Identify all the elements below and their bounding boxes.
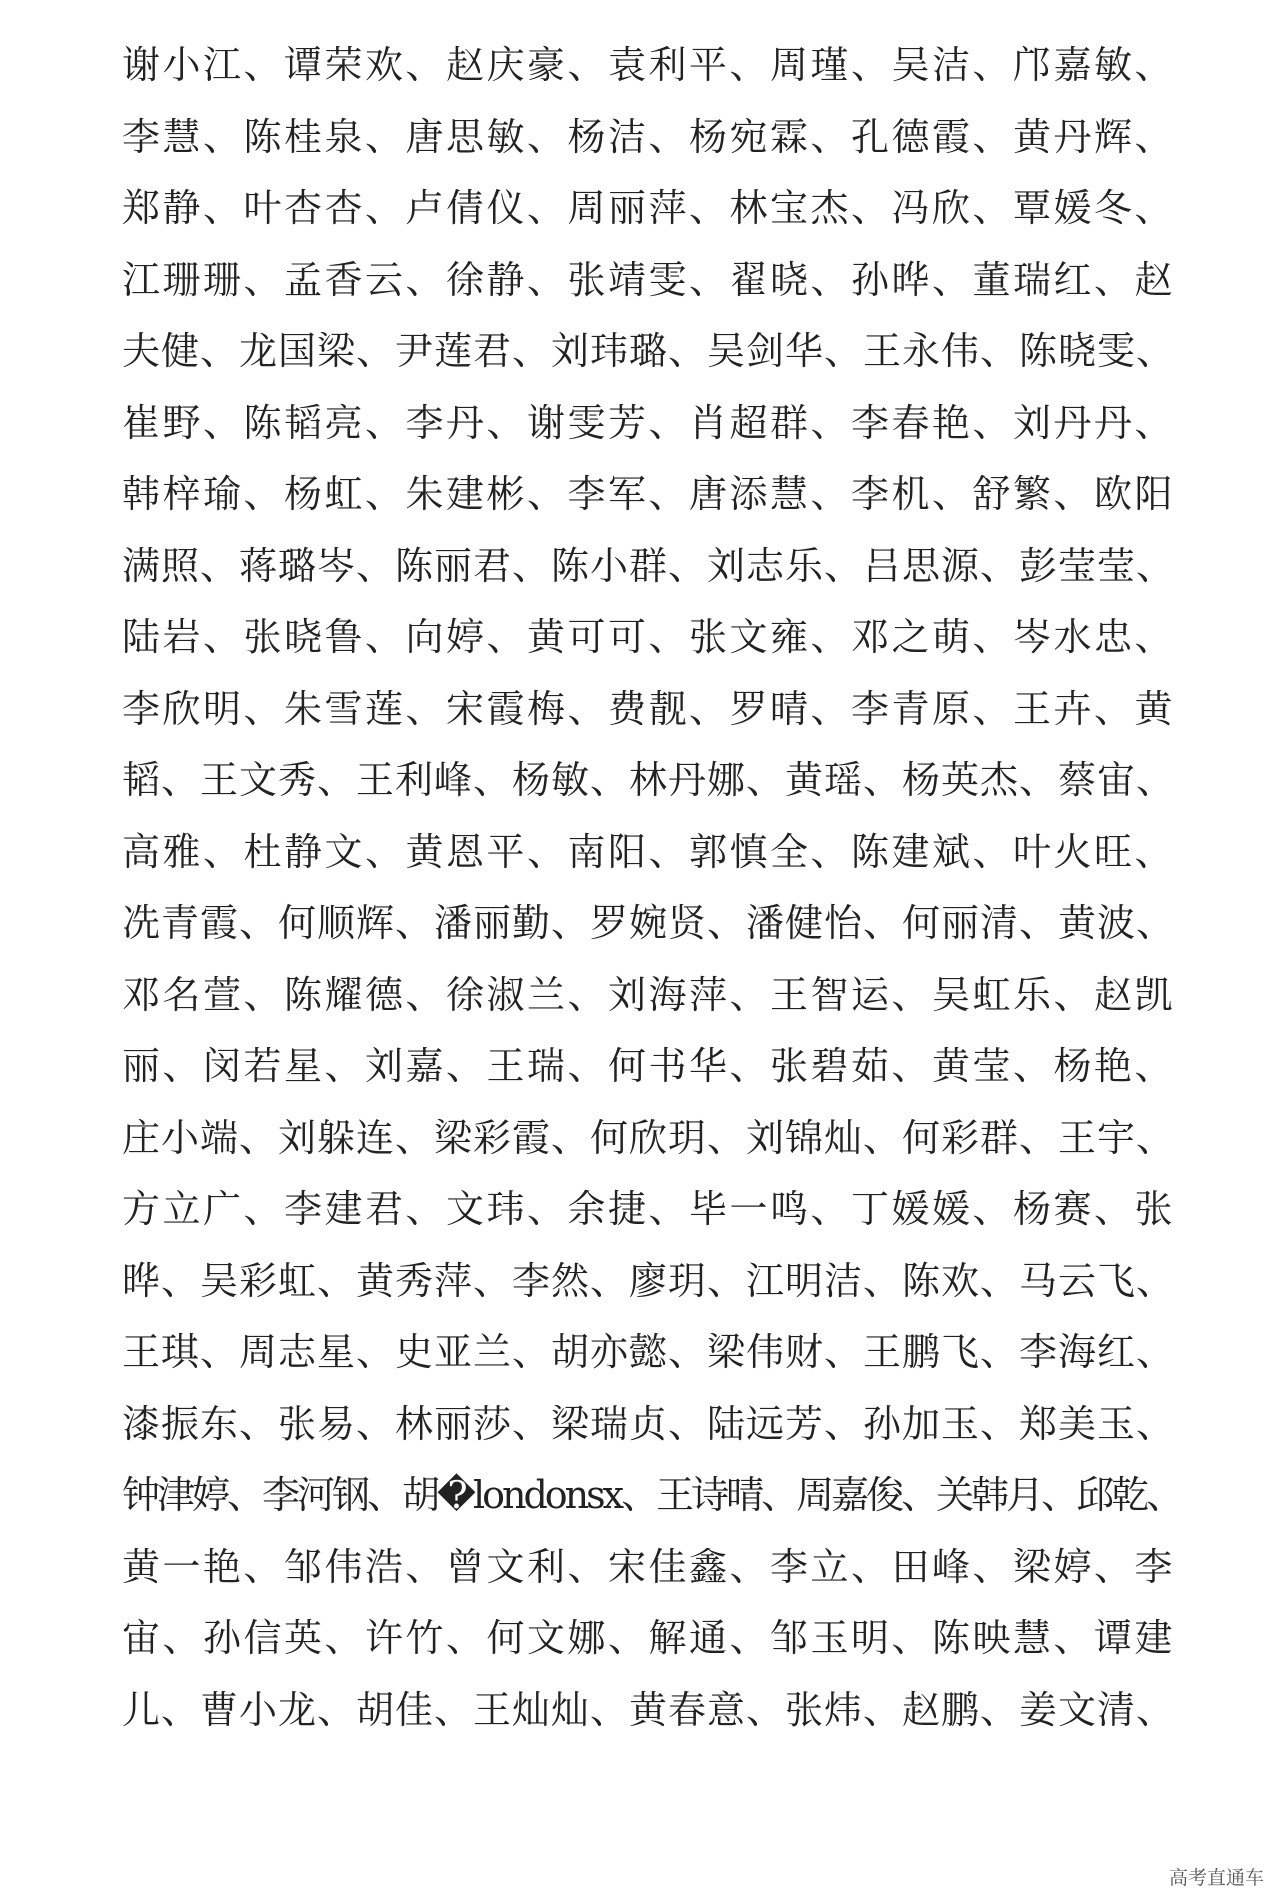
text-line: 冼青霞、何顺辉、潘丽勤、罗婉贤、潘健怡、何丽清、黄波、	[122, 901, 1176, 945]
text-line: 方立广、李建君、文玮、余捷、毕一鸣、丁媛媛、杨赛、张	[122, 1187, 1176, 1231]
text-line: 丽、闵若星、刘嘉、王瑞、何书华、张碧茹、黄莹、杨艳、	[122, 1044, 1176, 1088]
text-line: 韬、王文秀、王利峰、杨敏、林丹娜、黄瑶、杨英杰、蔡宙、	[122, 758, 1176, 802]
text-line: 晔、吴彩虹、黄秀萍、李然、廖玥、江明洁、陈欢、马云飞、	[122, 1258, 1176, 1303]
text-line: 李欣明、朱雪莲、宋霞梅、费靓、罗晴、李青原、王卉、黄	[122, 686, 1176, 731]
watermark: 高考直通车	[1168, 1867, 1264, 1889]
text-line: 庄小端、刘躲连、梁彩霞、何欣玥、刘锦灿、何彩群、王宇、	[122, 1115, 1176, 1160]
text-line: 谢小江、谭荣欢、赵庆豪、袁利平、周瑾、吴洁、邝嘉敏、	[122, 43, 1176, 87]
text-line: 儿、曹小龙、胡佳、王灿灿、黄春意、张炜、赵鹏、姜文清、	[122, 1687, 1176, 1732]
text-line: 王琪、周志星、史亚兰、胡亦懿、梁伟财、王鹏飞、李海红、	[122, 1330, 1176, 1374]
text-line: 钟津婷、李河钢、胡�londonsx、王诗晴、周嘉俊、关韩月、邱乾、	[122, 1473, 1182, 1517]
text-line: 郑静、叶杏杏、卢倩仪、周丽萍、林宝杰、冯欣、覃媛冬、	[122, 186, 1176, 230]
text-line: 江珊珊、孟香云、徐静、张靖雯、翟晓、孙晔、董瑞红、赵	[122, 257, 1176, 302]
text-line: 韩梓瑜、杨虹、朱建彬、李军、唐添慧、李机、舒繁、欧阳	[122, 472, 1176, 516]
text-line: 高雅、杜静文、黄恩平、南阳、郭慎全、陈建斌、叶火旺、	[122, 829, 1176, 874]
text-line: 邓名萱、陈耀德、徐淑兰、刘海萍、王智运、吴虹乐、赵凯	[122, 972, 1176, 1017]
text-line: 黄一艳、邹伟浩、曾文利、宋佳鑫、李立、田峰、梁婷、李	[122, 1544, 1176, 1589]
text-line: 漆振东、张易、林丽莎、梁瑞贞、陆远芳、孙加玉、郑美玉、	[122, 1401, 1176, 1446]
text-line: 夫健、龙国梁、尹莲君、刘玮璐、吴剑华、王永伟、陈晓雯、	[122, 329, 1176, 373]
text-line: 陆岩、张晓鲁、向婷、黄可可、张文雍、邓之萌、岑水忠、	[122, 615, 1176, 659]
text-line: 崔野、陈韬亮、李丹、谢雯芳、肖超群、李春艳、刘丹丹、	[122, 400, 1176, 445]
text-line: 满照、蒋璐岑、陈丽君、陈小群、刘志乐、吕思源、彭莹莹、	[122, 543, 1176, 588]
name-list	[122, 30, 1182, 1746]
text-line: 宙、孙信英、许竹、何文娜、解通、邹玉明、陈映慧、谭建	[122, 1616, 1176, 1660]
text-line: 李慧、陈桂泉、唐思敏、杨洁、杨宛霖、孔德霞、黄丹辉、	[122, 114, 1176, 159]
